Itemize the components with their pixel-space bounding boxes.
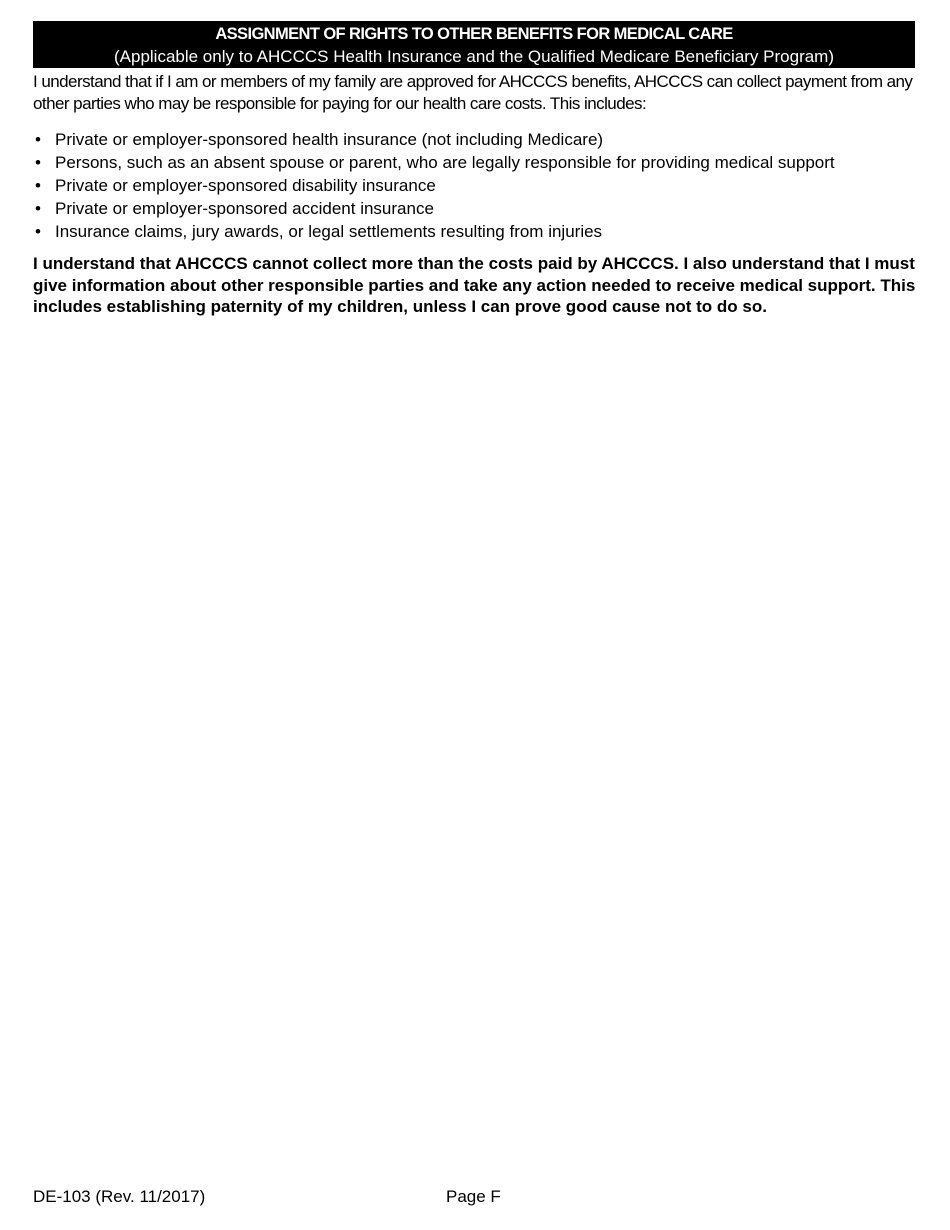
- bullet-icon: •: [35, 176, 41, 195]
- list-item: [33, 174, 933, 197]
- bullet-icon: •: [35, 153, 41, 172]
- list-item: [33, 220, 933, 243]
- list-item-text: Private or employer-sponsored health insurance (not including Medicare): [55, 130, 604, 149]
- bullet-icon: •: [35, 199, 41, 218]
- acknowledgement-statement: I understand that AHCCCS cannot collect more than the costs paid by AHCCCS. I also understand that I must give information about other responsible parties and take any action needed to receive medical support. This includes establishing paternity of my children, unless I can prove good cause not to do so.: [33, 254, 916, 316]
- list-item-text: Persons, such as an absent spouse or parent, who are legally responsible for providing medical support: [55, 153, 835, 172]
- list-item-text: Private or employer-sponsored disability insurance: [55, 176, 436, 195]
- section-subtitle: (Applicable only to AHCCCS Health Insurance and the Qualified Medicare Beneficiary Program): [113, 47, 835, 66]
- list-item: [33, 151, 933, 174]
- bullet-icon: •: [35, 130, 41, 149]
- benefit-sources-list: [33, 128, 933, 243]
- section-header: [33, 21, 915, 68]
- list-item-text: Private or employer-sponsored accident insurance: [55, 199, 434, 218]
- intro-paragraph: I understand that if I am or members of my family are approved for AHCCCS benefits, AHCCCS can collect payment from any other parties who may be responsible for paying for our health care costs. This includes:: [33, 72, 913, 113]
- page-number: Page F: [446, 1187, 501, 1206]
- section-title: ASSIGNMENT OF RIGHTS TO OTHER BENEFITS FOR MEDICAL CARE: [215, 25, 733, 43]
- list-item: [33, 128, 933, 151]
- bullet-icon: •: [35, 222, 41, 241]
- form-number: DE-103 (Rev. 11/2017): [33, 1187, 206, 1206]
- list-item-text: Insurance claims, jury awards, or legal settlements resulting from injuries: [55, 222, 603, 241]
- list-item: [33, 197, 933, 220]
